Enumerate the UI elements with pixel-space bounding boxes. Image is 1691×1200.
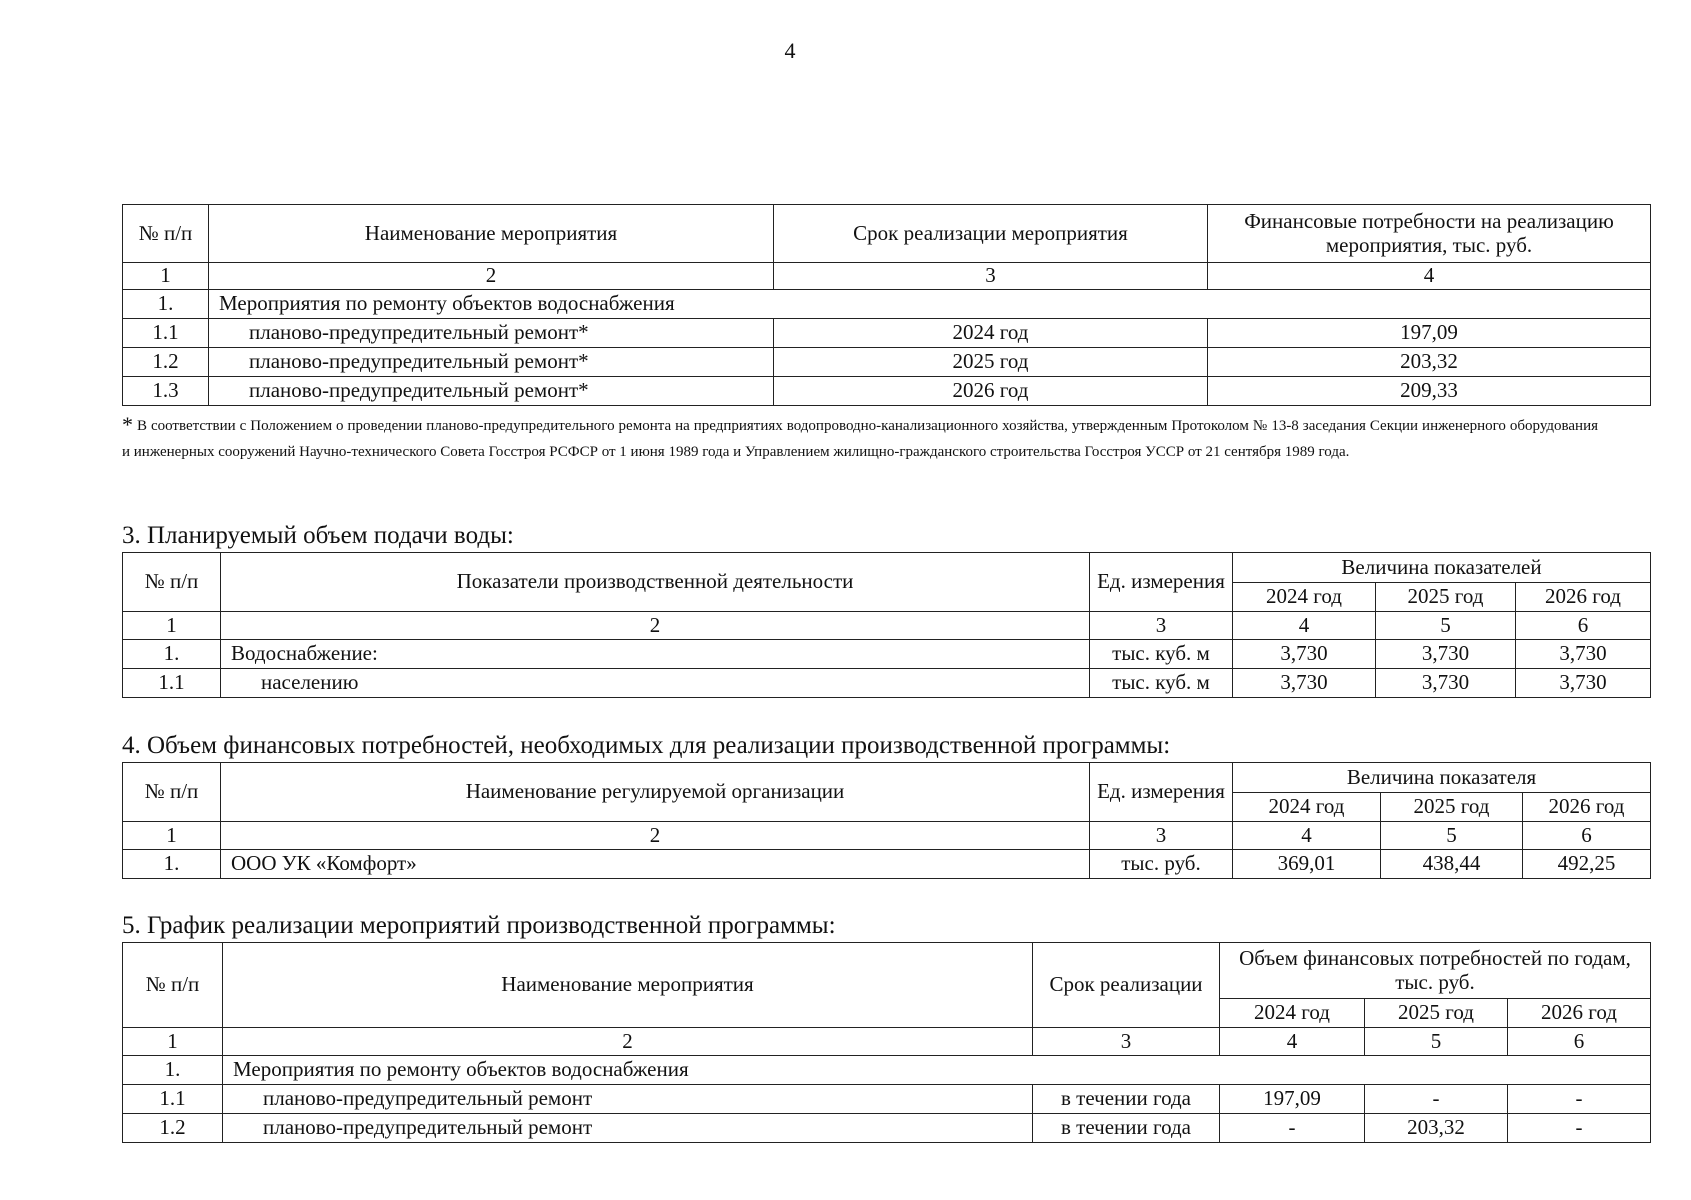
header-name: Наименование регулируемой организации	[221, 763, 1090, 822]
col-number: 4	[1208, 263, 1651, 290]
col-number: 3	[1090, 612, 1233, 640]
header-year: 2024 год	[1233, 793, 1381, 822]
row-term: 2025 год	[774, 348, 1208, 377]
col-number: 1	[123, 263, 209, 290]
row-unit: тыс. куб. м	[1090, 669, 1233, 698]
table-row	[123, 348, 1651, 377]
footnote-mark: *	[122, 412, 133, 437]
row-num: 1.3	[123, 377, 209, 406]
header-year: 2025 год	[1376, 583, 1516, 612]
header-term: Срок реализации	[1033, 943, 1220, 1028]
row-value: -	[1365, 1085, 1508, 1114]
header-name: Наименование мероприятия	[223, 943, 1033, 1028]
row-num: 1.1	[123, 1085, 223, 1114]
row-value: -	[1508, 1114, 1651, 1143]
table-row	[123, 1114, 1651, 1143]
col-number: 6	[1516, 612, 1651, 640]
row-value: 369,01	[1233, 850, 1381, 879]
row-value: 203,32	[1208, 348, 1651, 377]
header-unit: Ед. измерения	[1090, 763, 1233, 822]
row-num: 1.	[123, 640, 221, 669]
header-group: Объем финансовых потребностей по годам, тыс. руб.	[1220, 943, 1651, 999]
row-value: -	[1508, 1085, 1651, 1114]
col-number: 3	[1033, 1028, 1220, 1056]
row-value: 197,09	[1208, 319, 1651, 348]
row-term: 2024 год	[774, 319, 1208, 348]
col-number: 2	[221, 822, 1090, 850]
col-number: 1	[123, 822, 221, 850]
col-number: 2	[209, 263, 774, 290]
header-year: 2024 год	[1220, 999, 1365, 1028]
header-year: 2026 год	[1523, 793, 1651, 822]
col-number: 1	[123, 1028, 223, 1056]
table-row	[123, 669, 1651, 698]
row-value: 3,730	[1516, 640, 1651, 669]
header-name: Наименование мероприятия	[209, 205, 774, 263]
col-number: 4	[1220, 1028, 1365, 1056]
row-name: планово-предупредительный ремонт*	[209, 348, 774, 377]
section-num: 1.	[123, 1056, 223, 1085]
row-name: планово-предупредительный ремонт	[223, 1114, 1033, 1143]
row-value: 3,730	[1376, 669, 1516, 698]
header-year: 2025 год	[1381, 793, 1523, 822]
row-name: планово-предупредительный ремонт*	[209, 319, 774, 348]
table-row	[123, 319, 1651, 348]
row-name: населению	[221, 669, 1090, 698]
section3-title: 3. Планируемый объем подачи воды:	[122, 522, 514, 549]
header-group: Величина показателей	[1233, 553, 1651, 583]
row-name: планово-предупредительный ремонт	[223, 1085, 1033, 1114]
section5-title: 5. График реализации мероприятий производственной программы:	[122, 912, 836, 939]
header-num: № п/п	[123, 205, 209, 263]
row-name: ООО УК «Комфорт»	[221, 850, 1090, 879]
header-year: 2025 год	[1365, 999, 1508, 1028]
page-number: 4	[784, 38, 796, 63]
section-name: Мероприятия по ремонту объектов водоснабжения	[209, 290, 1651, 319]
row-value: 203,32	[1365, 1114, 1508, 1143]
section-num: 1.	[123, 290, 209, 319]
row-value: 197,09	[1220, 1085, 1365, 1114]
header-num: № п/п	[123, 943, 223, 1028]
row-num: 1.2	[123, 1114, 223, 1143]
col-number: 4	[1233, 612, 1376, 640]
header-num: № п/п	[123, 763, 221, 822]
row-name: Водоснабжение:	[221, 640, 1090, 669]
row-name: планово-предупредительный ремонт*	[209, 377, 774, 406]
water-supply-table	[122, 552, 1651, 698]
row-value: 3,730	[1516, 669, 1651, 698]
header-year: 2024 год	[1233, 583, 1376, 612]
row-term: в течении года	[1033, 1085, 1220, 1114]
footnote-text: В соответствии с Положением о проведении планово-предупредительного ремонта на предприятиях водопроводно-канализационного хозяйства, утвержденным Протоколом № 13-8 заседания Секции инженерного оборудования и инженерных сооружений Научно-технического Совета Госстроя РСФСР от 1 июня 1989 года и Управлением жилищно-гражданского строительства Госстроя УССР от 21 сентября 1989 года.	[122, 418, 1598, 460]
row-num: 1.2	[123, 348, 209, 377]
footnote	[122, 412, 1598, 465]
col-number: 2	[221, 612, 1090, 640]
table-row	[123, 377, 1651, 406]
col-number: 5	[1381, 822, 1523, 850]
header-finance: Финансовые потребности на реализацию мероприятия, тыс. руб.	[1208, 205, 1651, 263]
row-value: 3,730	[1376, 640, 1516, 669]
header-term: Срок реализации мероприятия	[774, 205, 1208, 263]
row-num: 1.1	[123, 669, 221, 698]
header-name: Показатели производственной деятельности	[221, 553, 1090, 612]
finance-needs-table	[122, 762, 1651, 879]
row-num: 1.	[123, 850, 221, 879]
row-value: 3,730	[1233, 669, 1376, 698]
col-number: 5	[1376, 612, 1516, 640]
header-group: Величина показателя	[1233, 763, 1651, 793]
row-value: -	[1220, 1114, 1365, 1143]
col-number: 5	[1365, 1028, 1508, 1056]
row-unit: тыс. руб.	[1090, 850, 1233, 879]
header-unit: Ед. измерения	[1090, 553, 1233, 612]
header-num: № п/п	[123, 553, 221, 612]
section-name: Мероприятия по ремонту объектов водоснабжения	[223, 1056, 1651, 1085]
table-row	[123, 640, 1651, 669]
table-row	[123, 850, 1651, 879]
measures-table	[122, 204, 1651, 406]
header-year: 2026 год	[1516, 583, 1651, 612]
row-value: 209,33	[1208, 377, 1651, 406]
col-number: 6	[1508, 1028, 1651, 1056]
row-num: 1.1	[123, 319, 209, 348]
row-value: 438,44	[1381, 850, 1523, 879]
row-value: 3,730	[1233, 640, 1376, 669]
row-unit: тыс. куб. м	[1090, 640, 1233, 669]
header-year: 2026 год	[1508, 999, 1651, 1028]
schedule-table	[122, 942, 1651, 1143]
col-number: 4	[1233, 822, 1381, 850]
section4-title: 4. Объем финансовых потребностей, необходимых для реализации производственной программы:	[122, 732, 1171, 759]
row-term: 2026 год	[774, 377, 1208, 406]
col-number: 3	[774, 263, 1208, 290]
col-number: 3	[1090, 822, 1233, 850]
row-term: в течении года	[1033, 1114, 1220, 1143]
table-row	[123, 1085, 1651, 1114]
row-value: 492,25	[1523, 850, 1651, 879]
col-number: 2	[223, 1028, 1033, 1056]
col-number: 6	[1523, 822, 1651, 850]
col-number: 1	[123, 612, 221, 640]
